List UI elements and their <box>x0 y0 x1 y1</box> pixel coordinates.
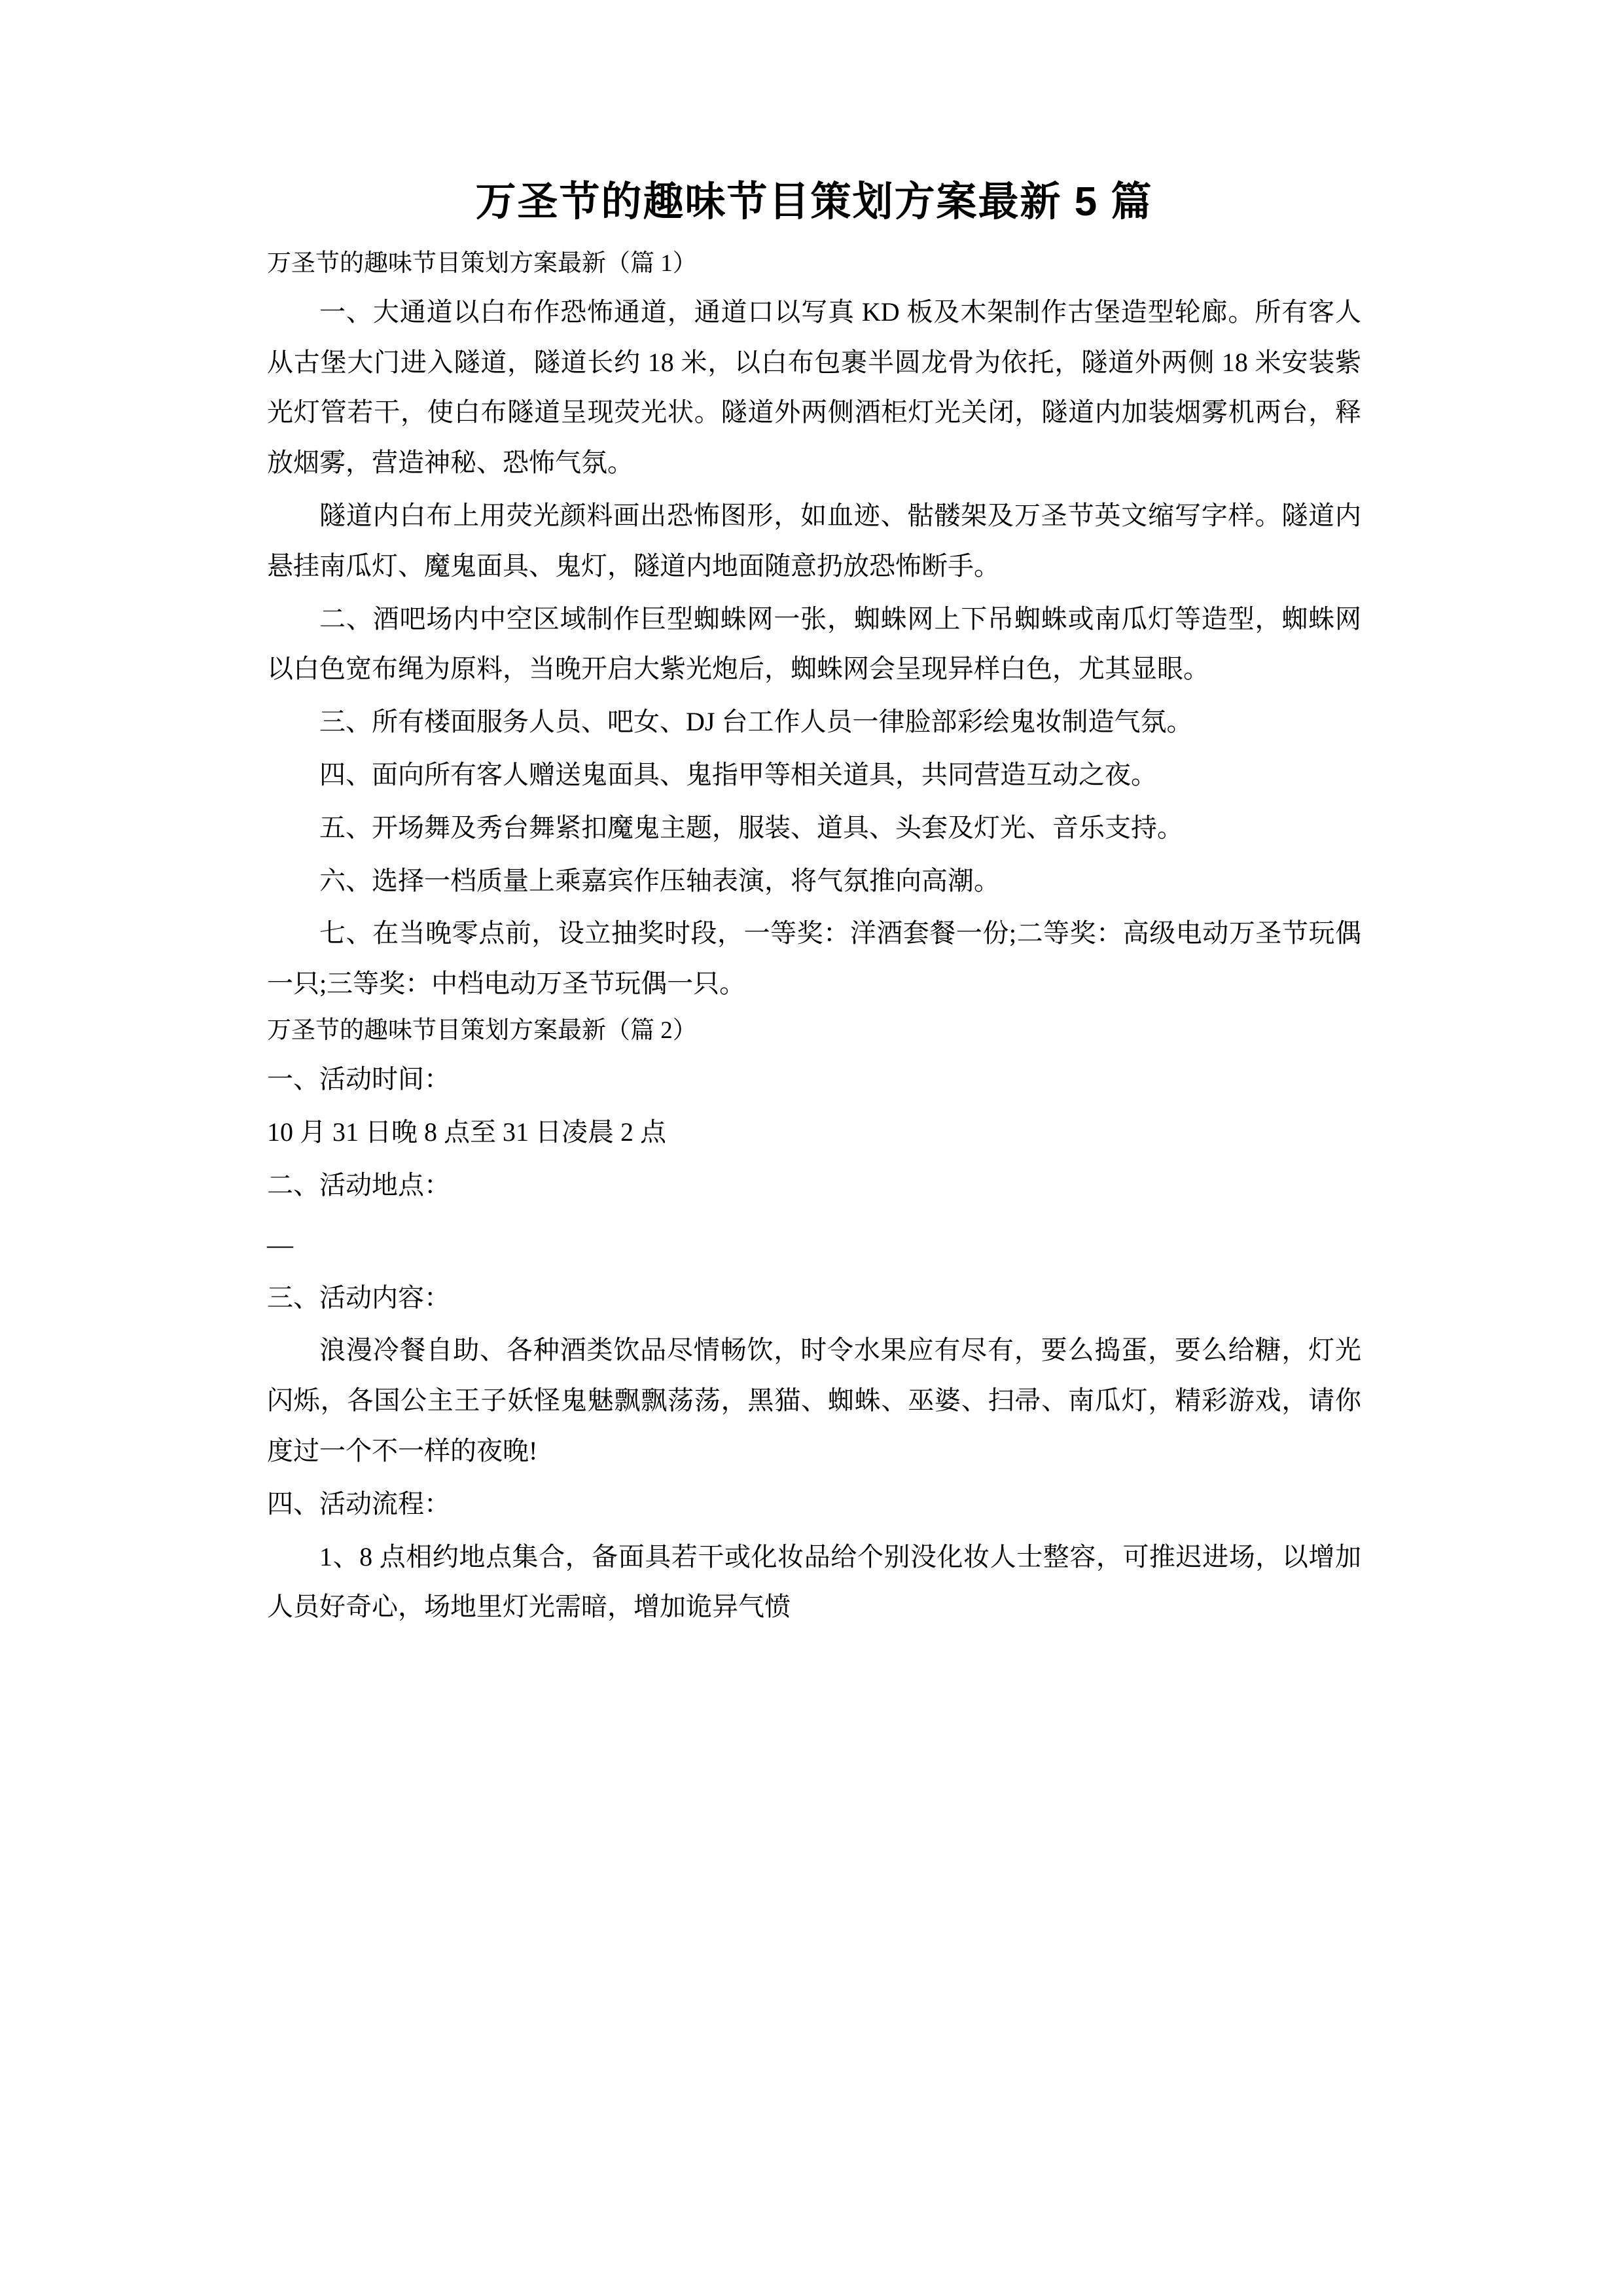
paragraph: 七、在当晚零点前，设立抽奖时段，一等奖：洋酒套餐一份;二等奖：高级电动万圣节玩偶一只;三等奖：中档电动万圣节玩偶一只。 <box>267 918 1361 999</box>
paragraph: 浪漫冷餐自助、各种酒类饮品尽情畅饮，时令水果应有尽有，要么捣蛋，要么给糖，灯光闪烁，各国公主王子妖怪鬼魅飘飘荡荡，黑猫、蜘蛛、巫婆、扫帚、南瓜灯，精彩游戏，请你度过一个不一样的夜晚! <box>267 1335 1361 1465</box>
paragraph: 1、8 点相约地点集合，备面具若干或化妆品给个别没化妆人士整容，可推迟进场，以增加人员好奇心，场地里灯光需暗，增加诡异气愤 <box>267 1541 1361 1622</box>
page-title: 万圣节的趣味节目策划方案最新 5 篇 <box>475 179 1153 224</box>
document-content <box>267 177 1361 1635</box>
section-heading-1: 万圣节的趣味节目策划方案最新（篇 1） <box>267 249 697 277</box>
paragraph: 隧道内白布上用荧光颜料画出恐怖图形，如血迹、骷髅架及万圣节英文缩写字样。隧道内悬挂南瓜灯、魔鬼面具、鬼灯，隧道内地面随意扔放恐怖断手。 <box>267 501 1361 581</box>
section-heading-2: 万圣节的趣味节目策划方案最新（篇 2） <box>267 1017 697 1044</box>
activity-flow-label: 四、活动流程： <box>267 1488 450 1518</box>
blank-line <box>267 1213 1361 1220</box>
activity-content-label: 三、活动内容： <box>267 1282 450 1312</box>
paragraph: 五、开场舞及秀台舞紧扣魔鬼主题，服装、道具、头套及灯光、音乐支持。 <box>319 812 1183 842</box>
activity-place-label: 二、活动地点： <box>267 1170 450 1200</box>
paragraph: 一、大通道以白布作恐怖通道，通道口以写真 KD 板及木架制作古堡造型轮廊。所有客人从古堡大门进入隧道，隧道长约 18 米，以白布包裹半圆龙骨为依托，隧道外两侧 18 米安装紫光灯管若干，使白布隧道呈现荧光状。隧道外两侧酒柜灯光关闭，隧道内加装烟雾机两台，释放烟雾，营造神秘、恐怖气氛。 <box>267 296 1361 478</box>
activity-time-label: 一、活动时间： <box>267 1064 450 1094</box>
paragraph: 四、面向所有客人赠送鬼面具、鬼指甲等相关道具，共同营造互动之夜。 <box>319 760 1157 790</box>
activity-place-value-dash: — <box>267 1229 293 1259</box>
activity-time-value: 10 月 31 日晚 8 点至 31 日凌晨 2 点 <box>267 1117 666 1147</box>
paragraph: 三、所有楼面服务人员、吧女、DJ 台工作人员一律脸部彩绘鬼妆制造气氛。 <box>319 707 1193 737</box>
paragraph: 二、酒吧场内中空区域制作巨型蜘蛛网一张，蜘蛛网上下吊蜘蛛或南瓜灯等造型，蜘蛛网以白色宽布绳为原料，当晚开启大紫光炮后，蜘蛛网会呈现异样白色，尤其显眼。 <box>267 603 1361 684</box>
paragraph: 六、选择一档质量上乘嘉宾作压轴表演，将气氛推向高潮。 <box>319 865 1000 895</box>
